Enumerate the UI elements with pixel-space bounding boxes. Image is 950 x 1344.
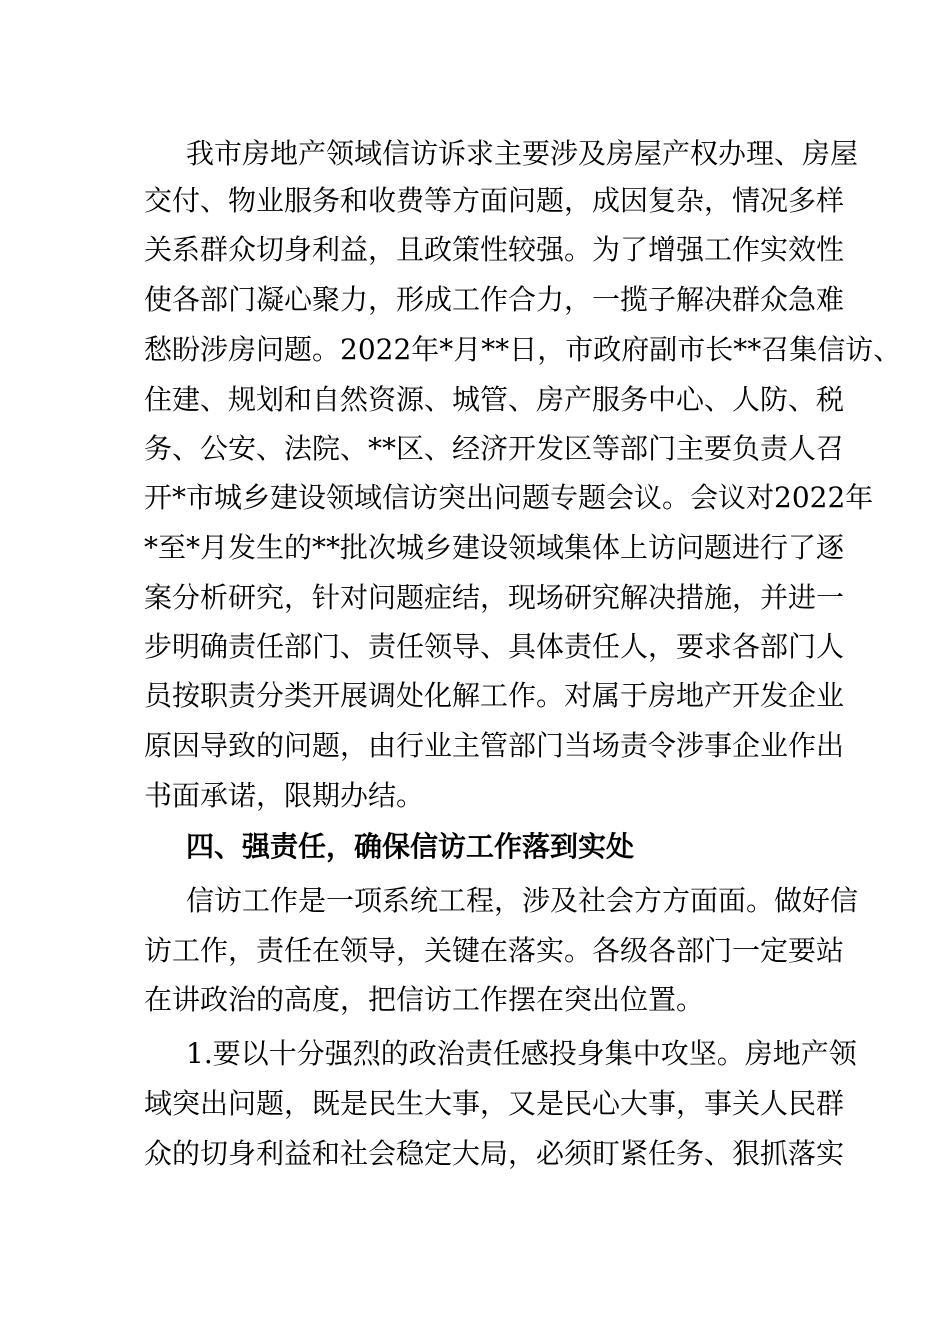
- section-heading: 四、强责任，确保信访工作落到实处: [186, 830, 635, 863]
- paragraph-1-line-11: 步明确责任部门、责任领导、具体责任人，要求各部门人: [144, 630, 845, 663]
- paragraph-2-line-3: 在讲政治的高度，把信访工作摆在突出位置。: [144, 983, 705, 1016]
- paragraph-1-line-13: 原因导致的问题，由行业主管部门当场责令涉事企业作出: [144, 729, 845, 762]
- paragraph-1-line-9: *至*月发生的**批次城乡建设领域集体上访问题进行了逐: [144, 531, 845, 564]
- paragraph-3-line-2: 域突出问题，既是民生大事，又是民心大事，事关人民群: [144, 1087, 845, 1120]
- paragraph-2-line-1: 信访工作是一项系统工程，涉及社会方方面面。做好信: [186, 884, 859, 917]
- paragraph-1-line-5: 愁盼涉房问题。2022年*月**日，市政府副市长**召集信访、: [144, 333, 902, 366]
- paragraph-2-line-2: 访工作，责任在领导，关键在落实。各级各部门一定要站: [144, 934, 845, 967]
- paragraph-3-line-1: 1.要以十分强烈的政治责任感投身集中攻坚。房地产领: [186, 1037, 857, 1070]
- paragraph-1-line-14: 书面承诺，限期办结。: [144, 779, 425, 812]
- paragraph-1-line-7: 务、公安、法院、**区、经济开发区等部门主要负责人召: [144, 432, 845, 465]
- paragraph-1-line-4: 使各部门凝心聚力，形成工作合力，一揽子解决群众急难: [144, 283, 845, 316]
- paragraph-1-line-3: 关系群众切身利益，且政策性较强。为了增强工作实效性: [144, 233, 845, 266]
- paragraph-1-line-12: 员按职责分类开展调处化解工作。对属于房地产开发企业: [144, 679, 845, 712]
- paragraph-1-line-6: 住建、规划和自然资源、城管、房产服务中心、人防、税: [144, 383, 845, 416]
- paragraph-3-line-3: 众的切身利益和社会稳定大局，必须盯紧任务、狠抓落实: [144, 1137, 845, 1170]
- paragraph-1-line-2: 交付、物业服务和收费等方面问题，成因复杂，情况多样: [144, 184, 845, 217]
- paragraph-1-line-1: 我市房地产领域信访诉求主要涉及房屋产权办理、房屋: [186, 137, 859, 170]
- paragraph-1-line-10: 案分析研究，针对问题症结，现场研究解决措施，并进一: [144, 581, 845, 614]
- paragraph-1-line-8: 开*市城乡建设领域信访突出问题专题会议。会议对2022年: [144, 481, 874, 514]
